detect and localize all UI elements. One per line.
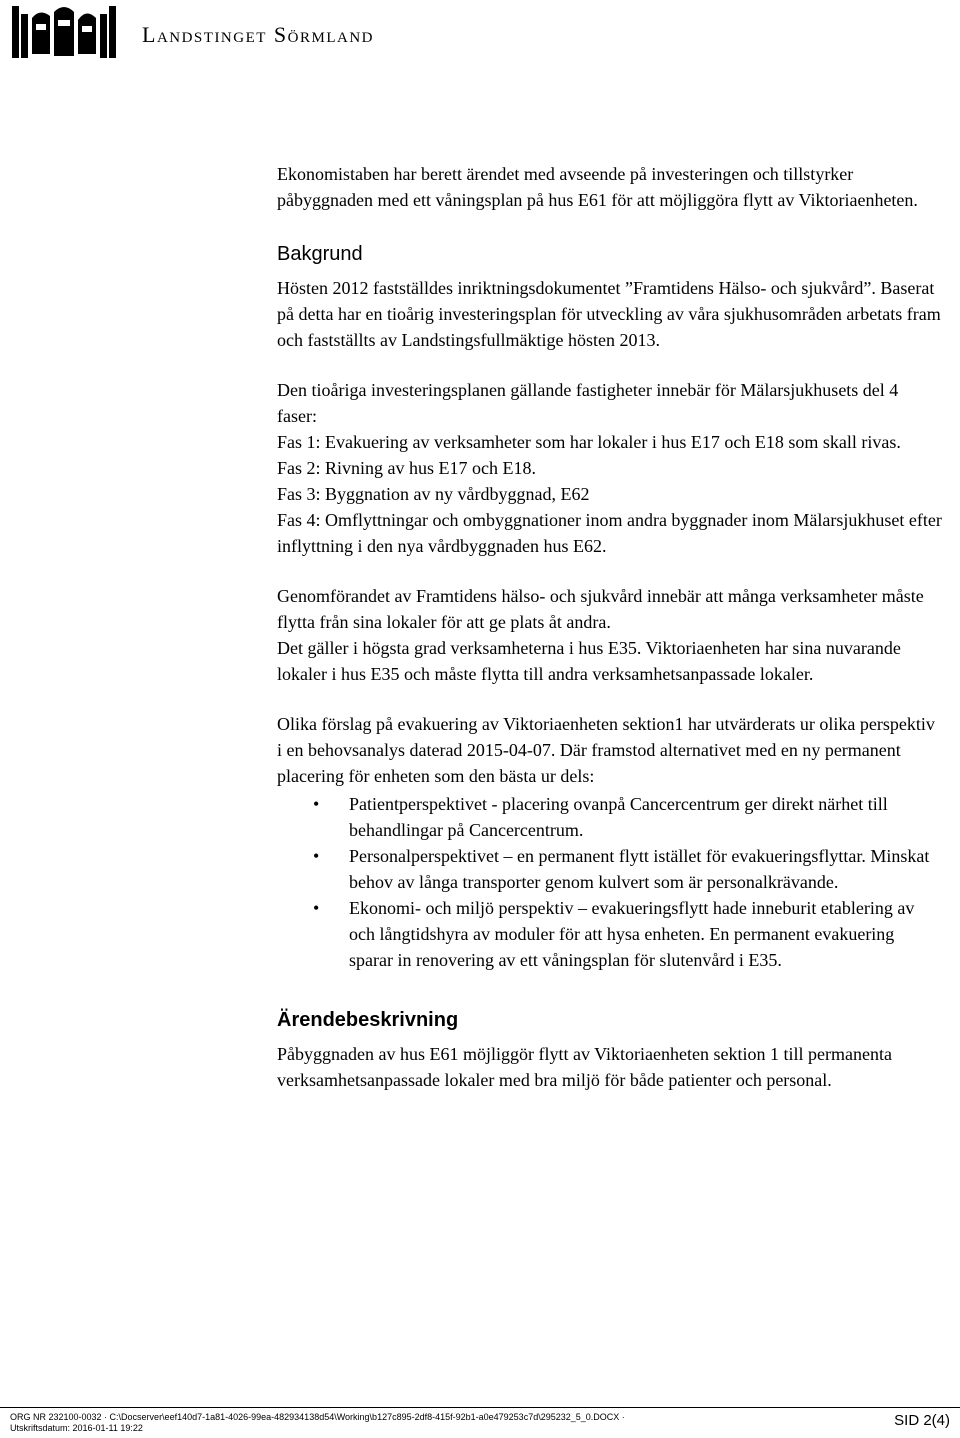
document-body xyxy=(277,161,942,1093)
organization-name: Landstinget Sörmland xyxy=(142,22,374,47)
list-item-text: Ekonomi- och miljö perspektiv – evakueringsflytt hade inneburit etablering av och långtidshyra av moduler för att hysa enheten. En permanent evakuering sparar in renovering av ett våningsplan för slutenvård i E35. xyxy=(349,898,915,970)
genomforande-paragraph: Genomförandet av Framtidens hälso- och sjukvård innebär att många verksamheter måste flytta från sina lokaler för att ge plats åt andra. xyxy=(277,586,924,632)
investment-phases-block xyxy=(277,377,942,559)
sormland-crest-logo xyxy=(10,4,120,66)
bullet-icon: • xyxy=(313,846,320,866)
footer-print-date: Utskriftsdatum: 2016-01-11 19:22 xyxy=(10,1423,143,1433)
e35-paragraph: Det gäller i högsta grad verksamheterna i hus E35. Viktoriaenheten har sina nuvarande lokaler i hus E35 och måste flytta till andra verksamhetsanpassade lokaler. xyxy=(277,638,901,684)
phase-3: Fas 3: Byggnation av ny vårdbyggnad, E62 xyxy=(277,484,590,504)
footer-file-path: ORG NR 232100-0032 · C:\Docserver\eef140d7-1a81-4026-99ea-482934138d54\Working\b127c895-2df8-415f-92b1-a0e479253c7d\295232_5_0.DOCX · xyxy=(10,1412,625,1422)
bakgrund-paragraph: Hösten 2012 fastställdes inriktningsdokumentet ”Framtidens Hälso- och sjukvård”. Baserat på detta har en tioårig investeringsplan för utveckling av våra sjukhusområden arbetats fram och fastställts av Landstingsfullmäktige hösten 2013. xyxy=(277,278,941,350)
arende-paragraph: Påbyggnaden av hus E61 möjliggör flytt av Viktoriaenheten sektion 1 till permanenta verksamhetsanpassade lokaler med bra miljö för både patienter och personal. xyxy=(277,1044,892,1090)
bullet-icon: • xyxy=(313,794,320,814)
footer-metadata xyxy=(10,1412,625,1434)
page-number: SID 2(4) xyxy=(894,1412,950,1429)
perspective-list xyxy=(277,791,942,973)
bullet-icon: • xyxy=(313,898,320,918)
list-item xyxy=(313,791,942,843)
phase-2: Fas 2: Rivning av hus E17 och E18. xyxy=(277,458,536,478)
phases-intro: Den tioåriga investeringsplanen gällande fastigheter innebär för Mälarsjukhusets del 4 faser: xyxy=(277,380,899,426)
list-item-text: Patientperspektivet - placering ovanpå Cancercentrum ger direkt närhet till behandlingar på Cancercentrum. xyxy=(349,794,888,840)
footer-divider xyxy=(0,1407,960,1408)
list-item xyxy=(313,843,942,895)
list-item-text: Personalperspektivet – en permanent flytt istället för evakueringsflyttar. Minskat behov av långa transporter genom kulvert som är personalkrävande. xyxy=(349,846,930,892)
heading-arendebeskrivning: Ärendebeskrivning xyxy=(277,1009,459,1031)
heading-bakgrund: Bakgrund xyxy=(277,243,363,265)
page-header xyxy=(10,4,610,64)
evakuering-paragraph: Olika förslag på evakuering av Viktoriaenheten sektion1 har utvärderats ur olika perspektiv i en behovsanalys daterad 2015-04-07. Där framstod alternativet med en ny permanent placering för enheten som den bästa ur dels: xyxy=(277,714,935,786)
genomforande-block xyxy=(277,583,942,687)
intro-paragraph: Ekonomistaben har berett ärendet med avseende på investeringen och tillstyrker påbyggnaden med ett våningsplan på hus E61 för att möjliggöra flytt av Viktoriaenheten. xyxy=(277,164,918,210)
list-item xyxy=(313,895,942,973)
page-footer xyxy=(10,1412,950,1436)
phase-1: Fas 1: Evakuering av verksamheter som har lokaler i hus E17 och E18 som skall rivas. xyxy=(277,432,901,452)
phase-4: Fas 4: Omflyttningar och ombyggnationer inom andra byggnader inom Mälarsjukhuset efter inflyttning i den nya vårdbyggnaden hus E62. xyxy=(277,510,942,556)
